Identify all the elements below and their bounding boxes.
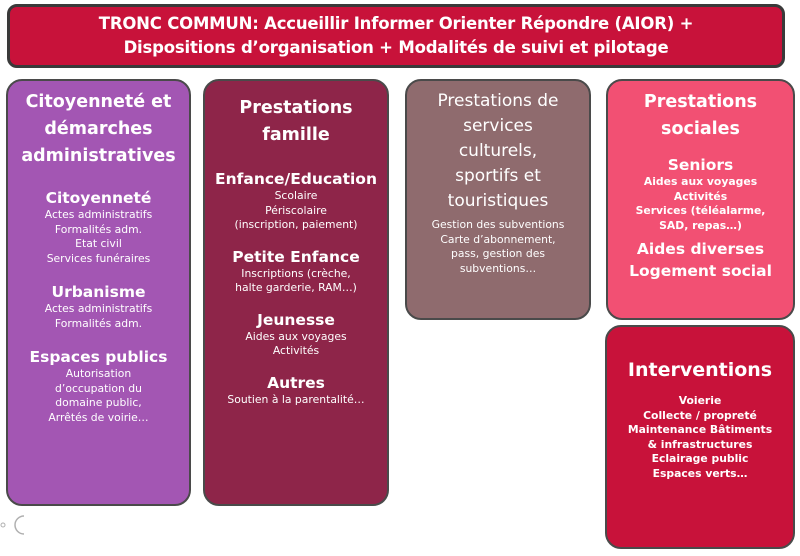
header-line-2: Dispositions d’organisation + Modalités de suivi et pilotage — [123, 38, 669, 57]
prestations-culture-box — [405, 79, 591, 320]
culture-title-2: services — [463, 116, 533, 136]
prestations-famille-box — [203, 79, 389, 506]
item: Maintenance Bâtiments — [627, 423, 773, 436]
item: Périscolaire — [265, 203, 327, 217]
item: & infrastructures — [647, 437, 753, 451]
sociales-title-1: Prestations — [643, 92, 758, 112]
culture-title-4: sportifs et — [455, 166, 541, 186]
item: Aides aux voyages — [643, 175, 758, 188]
item: Activités — [272, 344, 320, 357]
section-seniors: Seniors — [667, 156, 734, 174]
item: Formalités adm. — [54, 316, 143, 330]
item: Services (téléalarme, — [635, 204, 766, 217]
item: Actes administratifs — [44, 302, 153, 315]
corner-arc-mark — [0, 512, 40, 542]
item: Gestion des subventions — [431, 218, 565, 231]
famille-title-1: Prestations — [239, 98, 353, 118]
item: SAD, repas…) — [659, 218, 742, 232]
section-aides-diverses: Aides diverses — [636, 240, 765, 258]
item: (inscription, paiement) — [234, 218, 358, 231]
item: Eclairage public — [651, 452, 749, 465]
citoyen-title-2: démarches — [44, 119, 153, 139]
section-espaces-publics: Espaces publics — [29, 348, 168, 366]
item: Carte d’abonnement, — [440, 232, 556, 246]
item: Voierie — [678, 394, 722, 407]
section-enfance-education: Enfance/Education — [215, 170, 377, 188]
section-citoyennete: Citoyenneté — [45, 189, 152, 207]
item: Etat civil — [75, 237, 122, 250]
item: Espaces verts… — [652, 466, 748, 480]
culture-title-3: culturels, — [458, 141, 538, 161]
citoyen-title-3: administratives — [21, 146, 176, 166]
interventions-box — [605, 325, 795, 549]
culture-title-1: Prestations de — [437, 91, 559, 111]
section-urbanisme: Urbanisme — [51, 283, 146, 301]
citoyen-title-1: Citoyenneté et — [25, 92, 172, 112]
section-logement-social: Logement social — [629, 262, 772, 280]
item: Arrêtés de voirie… — [48, 410, 149, 424]
item: Soutien à la parentalité… — [227, 392, 365, 406]
item: Activités — [673, 189, 728, 203]
item: d’occupation du — [55, 381, 142, 395]
item: Services funéraires — [46, 251, 151, 265]
interventions-title: Interventions — [627, 359, 773, 381]
famille-title-2: famille — [262, 125, 330, 145]
item: Actes administratifs — [44, 208, 153, 221]
item: Scolaire — [274, 189, 318, 202]
citoyennete-box — [6, 79, 191, 506]
prestations-sociales-box — [606, 79, 795, 320]
section-autres: Autres — [267, 373, 325, 392]
item: subventions… — [459, 261, 537, 275]
sociales-title-2: sociales — [661, 119, 740, 139]
item: Aides aux voyages — [245, 329, 347, 343]
item: pass, gestion des — [451, 247, 545, 260]
section-petite-enfance: Petite Enfance — [232, 247, 360, 266]
header-line-1: TRONC COMMUN: Accueillir Informer Orienter Répondre (AIOR) + — [98, 14, 694, 33]
section-jeunesse: Jeunesse — [257, 310, 335, 329]
item: Inscriptions (crèche, — [241, 266, 351, 280]
item: Collecte / propreté — [643, 408, 757, 422]
item: Formalités adm. — [54, 222, 143, 236]
item: halte garderie, RAM…) — [235, 281, 357, 294]
header-banner — [7, 4, 785, 68]
item: Autorisation — [65, 367, 132, 380]
item: domaine public, — [55, 396, 142, 409]
culture-title-5: touristiques — [447, 191, 549, 211]
